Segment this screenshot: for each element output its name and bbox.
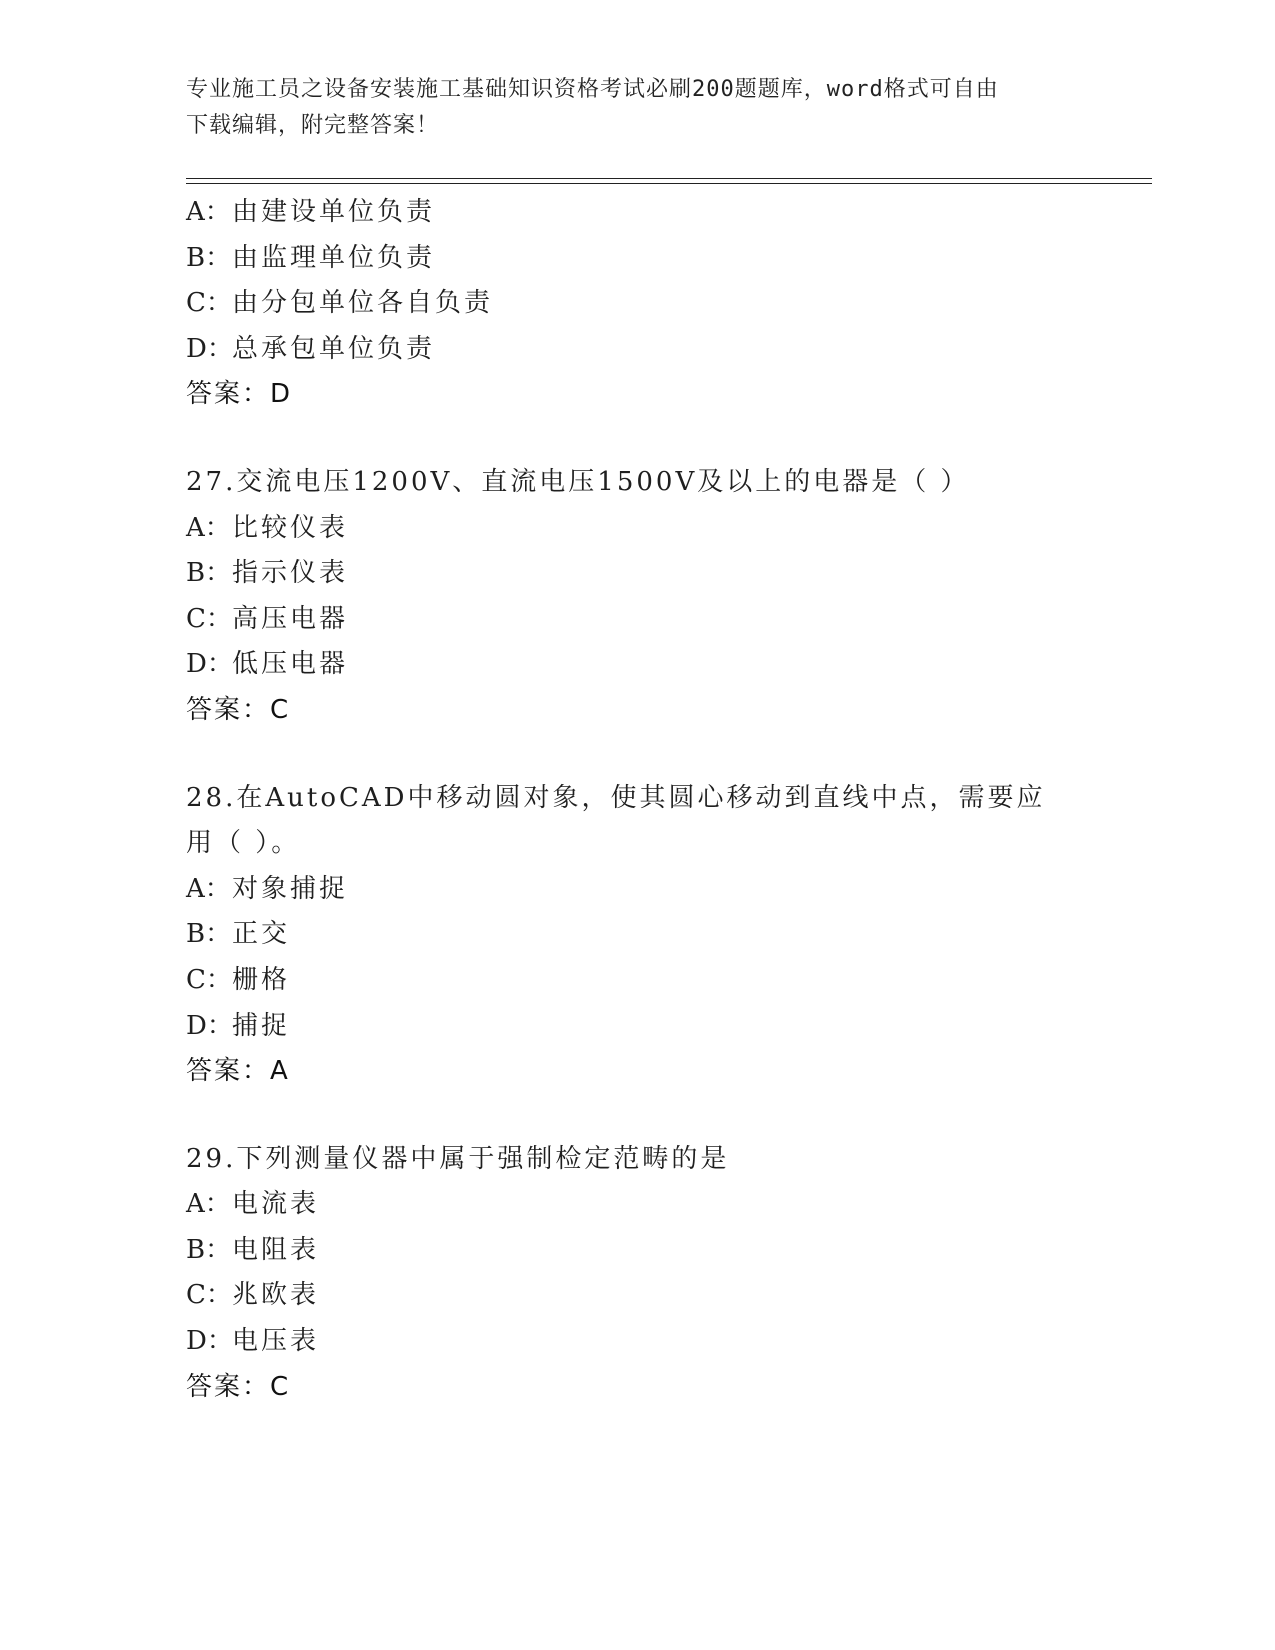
option-c: C：兆欧表 <box>186 1280 320 1311</box>
question-26 <box>186 190 1146 418</box>
header-line-2: 下载编辑，附完整答案！ <box>186 113 440 138</box>
question-29 <box>186 1137 1146 1411</box>
answer: 答案：C <box>186 694 291 725</box>
option-c: C：由分包单位各自负责 <box>186 288 494 319</box>
header-divider-bottom <box>186 183 1152 184</box>
option-c: C：栅格 <box>186 964 291 995</box>
option-d: D：电压表 <box>186 1326 320 1357</box>
option-a: A：对象捕捉 <box>186 873 349 904</box>
question-list <box>186 190 1146 1410</box>
header-divider-top <box>186 178 1152 179</box>
option-b: B：正交 <box>186 919 291 950</box>
answer: 答案：C <box>186 1371 291 1402</box>
document-header <box>186 72 1086 144</box>
option-c: C：高压电器 <box>186 603 349 634</box>
option-a: A：由建设单位负责 <box>186 197 436 227</box>
answer: 答案：D <box>186 379 293 410</box>
option-b: B：由监理单位负责 <box>186 242 436 273</box>
question-stem: 29.下列测量仪器中属于强制检定范畴的是 <box>186 1143 730 1174</box>
option-d: D：捕捉 <box>186 1010 291 1041</box>
question-27 <box>186 460 1146 734</box>
option-d: D：总承包单位负责 <box>186 333 436 364</box>
option-a: A：电流表 <box>186 1189 320 1220</box>
question-stem: 27.交流电压1200V、直流电压1500V及以上的电器是（ ） <box>186 466 970 497</box>
option-d: D：低压电器 <box>186 649 349 680</box>
answer: 答案：A <box>186 1056 290 1087</box>
option-b: B：电阻表 <box>186 1234 320 1265</box>
question-stem: 28.在AutoCAD中移动圆对象，使其圆心移动到直线中点，需要应用（ ）。 <box>186 782 1046 859</box>
header-line-1: 专业施工员之设备安装施工基础知识资格考试必刷200题题库，word格式可自由 <box>186 77 999 102</box>
option-a: A：比较仪表 <box>186 512 349 543</box>
question-28 <box>186 776 1146 1095</box>
option-b: B：指示仪表 <box>186 558 349 589</box>
